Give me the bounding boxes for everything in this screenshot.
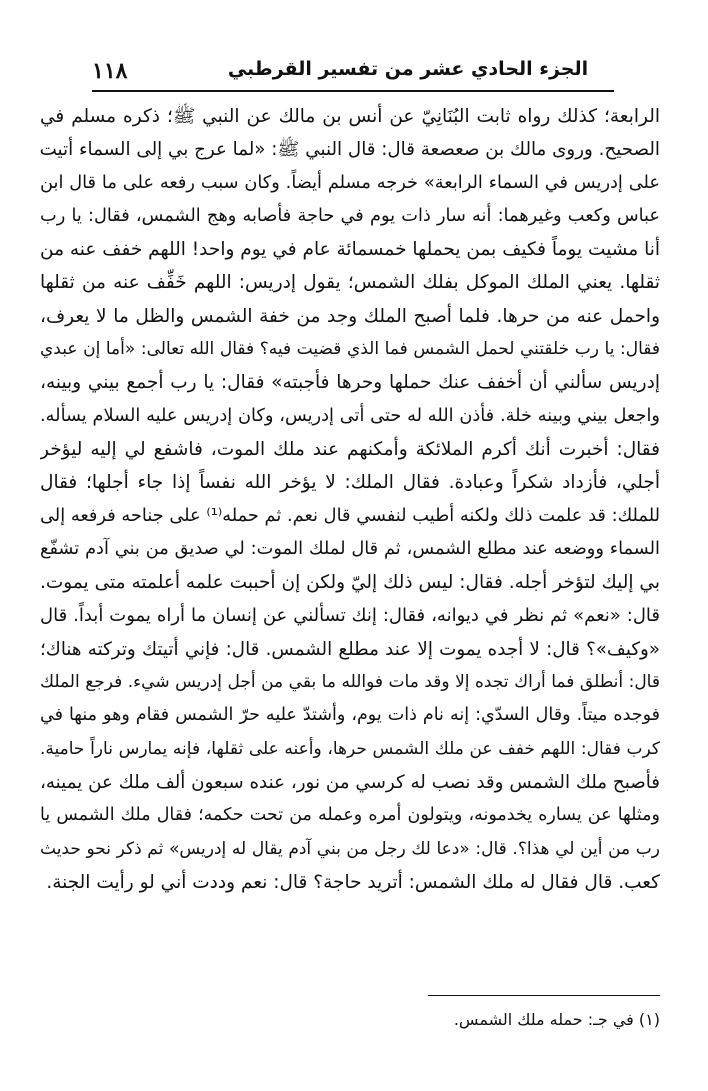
text-line: قال: «نعم» ثم نظر في ديوانه، فقال: إنك تسألني عن إنسان ما أراه يموت أبداً. قال: [40, 605, 660, 627]
text-line: على إدريس في السماء الرابعة» خرجه مسلم أيضاً. وكان سبب رفعه على ما قال ابن: [40, 172, 660, 193]
text-line: إدريس سألني أن أخفف عنك حملها وحرها فأجبته» فقال: يا رب أجمع بيني وبينه،: [40, 372, 660, 394]
page-number: ١١٨: [92, 58, 128, 84]
text-line: واجعل بيني وبينه خلة. فأذن الله له حتى أتى إدريس، وكان إدريس عليه السلام يسأله.: [40, 405, 660, 426]
text-line: للملك: قد علمت ذلك ولكنه أطيب لنفسي قال نعم. ثم حمله⁽¹⁾ على جناحه فرفعه إلى: [40, 505, 660, 526]
text-line: أنا مشيت يوماً فكيف بمن يحملها خمسمائة عام في يوم واحد! اللهم خفف عنه من: [40, 239, 660, 261]
text-line: الصحيح. وروى مالك بن صعصعة قال: قال النبي ﷺ: «لما عرج بي إلى السماء أتيت: [40, 139, 660, 161]
text-line: ومثلها عن يساره يخدمونه، ويتولون أمره وعمله من تحت حكمه؛ فقال ملك الشمس يا: [40, 805, 660, 826]
text-line: كرب فقال: اللهم خفف عن ملك الشمس حرها، وأعنه على ثقلها، فإنه يمارس ناراً حامية.: [40, 738, 660, 759]
text-line: واحمل عنه من حرها. فلما أصبح الملك وجد من خفة الشمس والظل ما لا يعرف،: [40, 305, 660, 327]
text-line: فأصبح ملك الشمس وقد نصب له كرسي من نور، عنده سبعون ألف ملك عن يمينه،: [40, 771, 660, 793]
running-title: الجزء الحادي عشر من تفسير القرطبي: [227, 58, 589, 80]
text-line: الرابعة؛ كذلك رواه ثابت البُنَانِيّ عن أنس بن مالك عن النبي ﷺ؛ ذكره مسلم في: [40, 106, 660, 127]
body-text: [40, 100, 660, 899]
header-rule: [92, 90, 614, 92]
footnote: (١) في جـ: حمله ملك الشمس.: [453, 1010, 660, 1029]
text-line: السماء ووضعه عند مطلع الشمس، ثم قال لملك الموت: لي صديق من بني آدم تشفّع: [40, 538, 660, 559]
page-header: [92, 54, 614, 94]
text-line: ثقلها. يعني الملك الموكل بفلك الشمس؛ يقول إدريس: اللهم خَفِّف عنه من ثقلها: [40, 272, 660, 294]
text-line: قال: أنطلق فما أراك تجده إلا وقد مات فوالله ما بقي من أجل إدريس شيء. فرجع الملك: [40, 672, 660, 693]
text-line: فقال: أخبرت أنك أكرم الملائكة وأمكنهم عند ملك الموت، فاشفع لي إليه ليؤخر: [40, 438, 660, 460]
text-line: عباس وكعب وغيرهما: أنه سار ذات يوم في حاجة فأصابه وهج الشمس، فقال: يا رب: [40, 205, 660, 226]
text-line: رب من أين لي هذا؟. قال: «دعا لك رجل من بني آدم يقال له إدريس» ثم ذكر نحو حديث: [40, 838, 660, 859]
text-line: فقال: يا رب خلقتني لحمل الشمس فما الذي قضيت فيه؟ فقال الله تعالى: «أما إن عبدي: [40, 339, 660, 360]
text-line: كعب. قال فقال له ملك الشمس: أتريد حاجة؟ قال: نعم وددت أني لو رأيت الجنة.: [46, 871, 660, 893]
text-line: بي إليك لتؤخر أجله. فقال: ليس ذلك إليّ ولكن إن أحببت علمه أعلمته متى يموت.: [40, 572, 660, 594]
text-line: فوجده ميتاً. وقال السدّي: إنه نام ذات يوم، وأشتدّ عليه حرّ الشمس فقام وهو منها في: [40, 705, 660, 726]
text-line: أجلي، فأزداد شكراً وعبادة. فقال الملك: لا يؤخر الله نفساً إذا جاء أجلها؛ فقال: [40, 472, 660, 494]
footnote-rule: [428, 995, 660, 996]
text-line: «وكيف»؟ قال: لا أجده يموت إلا عند مطلع الشمس. قال: فإني أتيتك وتركته هناك؛: [40, 638, 660, 660]
